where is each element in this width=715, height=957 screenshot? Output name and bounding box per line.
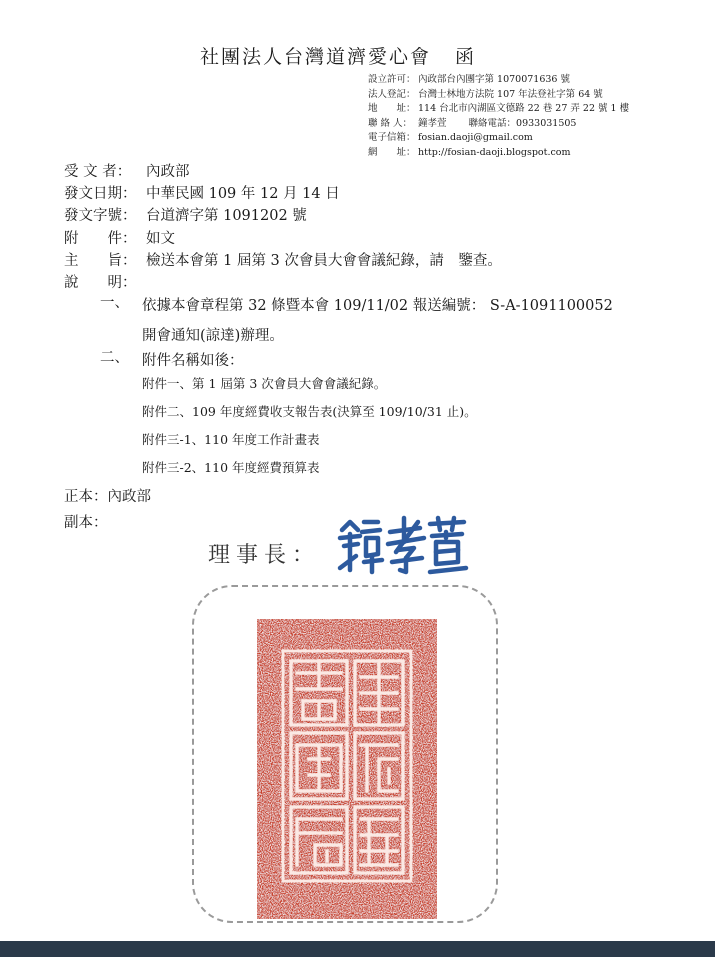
item-number: 二、 [100, 350, 129, 366]
document-title [200, 42, 476, 69]
meta-subject: 主 旨： 檢送本會第 1 屆第 3 次會員大會會議紀錄，請 鑒查。 [64, 252, 502, 269]
attachment-item: 附件一、第 1 屆第 3 次會員大會會議紀錄。 [142, 376, 387, 391]
meta-explanation: 說 明： [64, 275, 137, 292]
email-link[interactable]: fosian.daoji@gmail.com [418, 132, 533, 144]
org-info-row: 地 址： 114 台北市內湖區文德路 22 巷 27 弄 22 號 1 樓 [368, 103, 630, 115]
chairperson-label: 理事長： [208, 543, 321, 568]
item-text: 附件名稱如後： [142, 353, 244, 369]
org-info-row: 法人登記： 台灣士林地方法院 107 年法登社字第 64 號 [368, 88, 603, 100]
org-info-row: 電子信箱： fosian.daoji@gmail.com [368, 132, 533, 144]
bottom-bar [0, 941, 715, 957]
seal-legend: 台灣道濟愛心會圖記 [342, 917, 352, 918]
attachment-item: 附件三-2、110 年度經費預算表 [142, 460, 320, 475]
attachment-item: 附件三-1、110 年度工作計畫表 [142, 432, 320, 447]
item-number: 一、 [100, 295, 129, 311]
doc-type: 函 [455, 46, 477, 68]
org-info-row: 聯 絡 人： 鐘孝萱 聯絡電話：0933031505 [368, 117, 577, 129]
official-seal [257, 619, 437, 919]
meta-recipient: 受 文 者： 內政部 [64, 164, 190, 180]
document-meta [64, 161, 502, 294]
item-text: 依據本會章程第 32 條暨本會 109/11/02 報送編號： S-A-1091100052 開會通知(諒達)辦理。 [142, 298, 613, 344]
website-link[interactable]: http://fosian-daoji.blogspot.com [418, 146, 571, 158]
original-recipient: 正本：內政部 [64, 489, 151, 505]
meta-date: 發文日期： 中華民國 109 年 12 月 14 日 [64, 186, 340, 203]
handwritten-signature [334, 512, 469, 580]
meta-doc-number: 發文字號： 台道濟字第 1091202 號 [64, 208, 307, 225]
org-info-row: 設立許可： 內政部台內團字第 1070071636 號 [368, 74, 570, 85]
meta-attachments: 附 件： 如文 [64, 230, 175, 247]
attachment-item: 附件二、109 年度經費收支報告表(決算至 109/10/31 止)。 [142, 404, 477, 419]
org-info-block [368, 73, 629, 161]
org-info-row: 網 址： http://fosian-daoji.blogspot.com [368, 146, 571, 158]
copy-recipient: 副本： [64, 515, 108, 531]
org-name: 社團法人台灣道濟愛心會 [200, 46, 432, 68]
